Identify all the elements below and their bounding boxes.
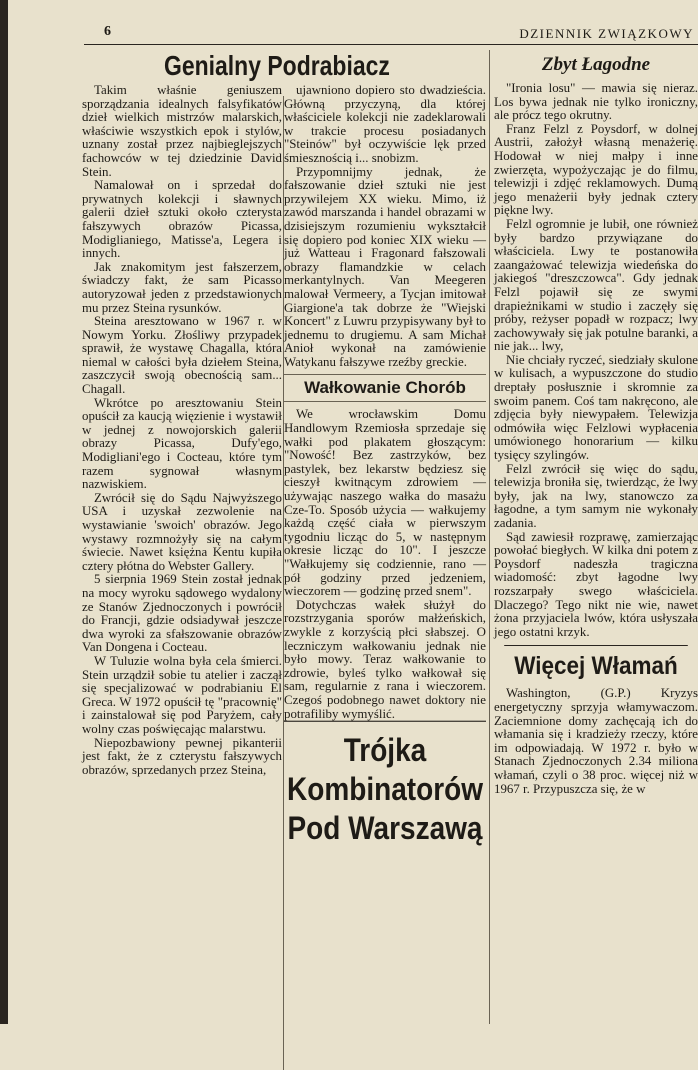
article4-paragraph: "Ironia losu" — mawia się nieraz. Los bywa jednak nie tylko ironiczny, ale prócz tego okrutny. bbox=[494, 81, 698, 123]
headline-zbyt-lagodne: Zbyt Łagodne bbox=[541, 54, 651, 75]
article1-column1 bbox=[82, 84, 282, 777]
right-column bbox=[494, 50, 698, 796]
headline-walkowanie-chorob: Wałkowanie Chorób bbox=[284, 374, 486, 402]
page-edge bbox=[0, 0, 8, 1024]
article1-paragraph: W Tuluzie wolna była cela śmierci. Stein urządził sobie tu atelier i zaczął się specjalizować w podrabianiu El Greca. W 1972 opuścił tę "pracownię" i zainstalował się pod Paryżem, cały wolny czas poświęcając malarstwu. bbox=[82, 653, 282, 736]
page-number: 6 bbox=[104, 24, 111, 39]
headline-wiecej-wlaman: Więcej Włamań bbox=[504, 645, 688, 681]
header-rule bbox=[84, 44, 698, 45]
article1-paragraph: 5 sierpnia 1969 Stein został jednak na mocy wyroku sądowego wydalony ze Stanów Zjednoczonych i powrócił do Francji, gdzie odsiadywał jeszcze dwa wyroki za sfałszowanie obrazów Van Dongena i Cocteau. bbox=[82, 572, 282, 655]
article4-paragraph: Franz Felzl z Poysdorf, w dolnej Austrii, założył własną menażerię. Hodował w niej małpy i inne zwierzęta, wypożyczając je do filmu, telewizji i zdjęć reklamowych. Dumą jego menażerii były jednak cztery piękne lwy. bbox=[494, 121, 698, 218]
article1-paragraph: Przypomnijmy jednak, że fałszowanie dzieł sztuki nie jest przywilejem XX wieku. Mimo, iż zawód marszanda i handel obrazami w dzisiejszym rozumieniu wykształcił się dopiero pod koniec XIX wieku — już Watteau i Fragonard fałszowali obrazy flamandzkie w celach merkantylnych. Van Meegeren malował Vermeery, a Tycjan imitował Giargione'a tak dobrze że "Wiejski Koncert" z Luwru przypisywany był to jednemu to drugiemu. A sam Michał Anioł wykonał na zamówienie Watykanu fałszywe rzeźby greckie. bbox=[284, 164, 486, 369]
article1-paragraph: ujawniono dopiero sto dwadzieścia. Główną przyczyną, dla której właściciele kolekcji nie zadeklarowali w trakcie procesu posiadanych "Steinów" był oczywiście lęk przed śmiesznością i... snobizm. bbox=[284, 83, 486, 165]
article4-paragraph: Felzl ogromnie je lubił, one również były bardzo przywiązane do właściciela. Lwy te postanowiła zaangażować telewizja wiedeńska do jakiegoś "dreszczowca". Gdy jednak Felzl pojawił się ze swymi drapieżnikami w studio i zaczęły się próby, reżyser popadł w rozpacz; lwy zachowywały się jak potulne baranki, a nie jak... lwy, bbox=[494, 216, 698, 354]
article1-paragraph: Takim właśnie geniuszem sporządzania idealnych falsyfikatów dzieł wielkich mistrzów malarskich, właściwie wszystkich epok i stylów, uznany został przez najbieglejszych fachowców w tej dziedzinie David Stein. bbox=[82, 83, 282, 179]
article1-paragraph: Zwrócił się do Sądu Najwyższego USA i uzyskał zezwolenie na wystawianie 'swoich' obrazów. Jego wystawy rozmnożyły się na całym świecie. Nawet księżna Kentu kupiła cztery płótna do Webster Gallery. bbox=[82, 490, 282, 573]
headline-trojka-kombinatorow: Trójka Kombinatorów Pod Warszawą bbox=[284, 721, 486, 849]
column-rule bbox=[489, 50, 490, 1024]
article1-paragraph: Jak znakomitym jest fałszerzem, świadczy fakt, że sam Picasso autoryzował jeden z przedstawionych mu przez Steina rysunków. bbox=[82, 259, 282, 315]
article5-paragraph: Washington, (G.P.) Kryzys energetyczny sprzyja włamywaczom. Zaciemnione domy zachęcają ich do włamania się i kradzieży rzeczy, które im odpowiadają. W 1972 r. było w Stanach Zjednoczonych 2.34 miliona włamań, czyli o 38 proc. więcej niż w 1967 r. Przypuszcza się, że w bbox=[494, 686, 698, 796]
article4-paragraph: Sąd zawiesił rozprawę, zamierzając powołać biegłych. W kilka dni potem z Poysdorf nadeszła tragiczna wiadomość: zbyt łagodne lwy rozszarpały swego właściciela. Dlaczego? Tego nikt nie wie, nawet żona przyjaciela lwów, która usłyszała jego ostatni krzyk. bbox=[494, 529, 698, 639]
middle-column bbox=[284, 83, 486, 847]
article4-paragraph: Nie chciały ryczeć, siedziały skulone w kulisach, a wypuszczone do studio dreptały posłusznie i skromnie za swoim panem. Coś tam nakręcono, ale zdjęcia były niewypałem. Telewizja odmówiła więc Felzlowi wypłacenia umówionego honorarium — kilku tysięcy szylingów. bbox=[494, 352, 698, 463]
article1-paragraph: Namalował on i sprzedał do prywatnych kolekcji i sławnych galerii dzieł sztuki około czterysta fałszywych obrazów Picassa, Modiglianiego, Matisse'a, Legera i innych. bbox=[82, 178, 282, 261]
newspaper-name: DZIENNIK ZWIĄZKOWY bbox=[519, 26, 694, 41]
headline-genialny-podrabiacz: Genialny Podrabiacz bbox=[164, 50, 390, 81]
article1-paragraph: Niepozbawiony pewnej pikanterii jest fakt, że z czterystu fałszywych obrazów, sprzedanych przez Steina, bbox=[82, 735, 282, 777]
article1-paragraph: Steina aresztowano w 1967 r. w Nowym Yorku. Złośliwy przypadek sprawił, że wystawę Chagalla, która niemal w całości była dziełem Steina, zaszczycił swoją obecnością sam... Chagall. bbox=[82, 314, 282, 397]
article4-paragraph: Felzl zwrócił się więc do sądu, telewizja broniła się, twierdząc, że lwy były, jak na lwy, stanowczo za łagodne, a tym samym nie wykonały zadania. bbox=[494, 461, 698, 530]
article1-paragraph: Wkrótce po aresztowaniu Stein opuścił za kaucją więzienie i wystawił w jednej z nowojorskich galerii obrazy Picassa, Dufy'ego, Modigliani'ego i Cocteau, które tym razem sygnował własnym nazwiskiem. bbox=[82, 395, 282, 492]
article2-paragraph: Dotychczas wałek służył do rozstrzygania sporów małżeńskich, zwykle z korzyścią płci słabszej. O leczniczym wałkowaniu jednak nie było mowy. Teraz wałkowanie to zdrowie, byleś tylko wałkował się sam, regularnie z rana i wieczorem. Czegoś podobnego nawet doktory nie potrafiliby wymyślić. bbox=[284, 597, 486, 721]
article2-paragraph: We wrocławskim Domu Handlowym Rzemiosła sprzedaje się wałki pod plakatem głoszącym: "Nowość! Bez zastrzyków, bez pastylek, bez lekarstw będziesz się cieszył kwitnącym zdrowiem — używając naszego wałka do masażu Cze-To. Sposób użycia — wałkujemy każdą część ciała w pierwszym tygodniu licząc do 5, w następnym okresie licząc do 10". I jeszcze "Wałkujemy się codziennie, rano — pół godziny przed jedzeniem, wieczorem — godzinę przed snem". bbox=[284, 407, 486, 599]
